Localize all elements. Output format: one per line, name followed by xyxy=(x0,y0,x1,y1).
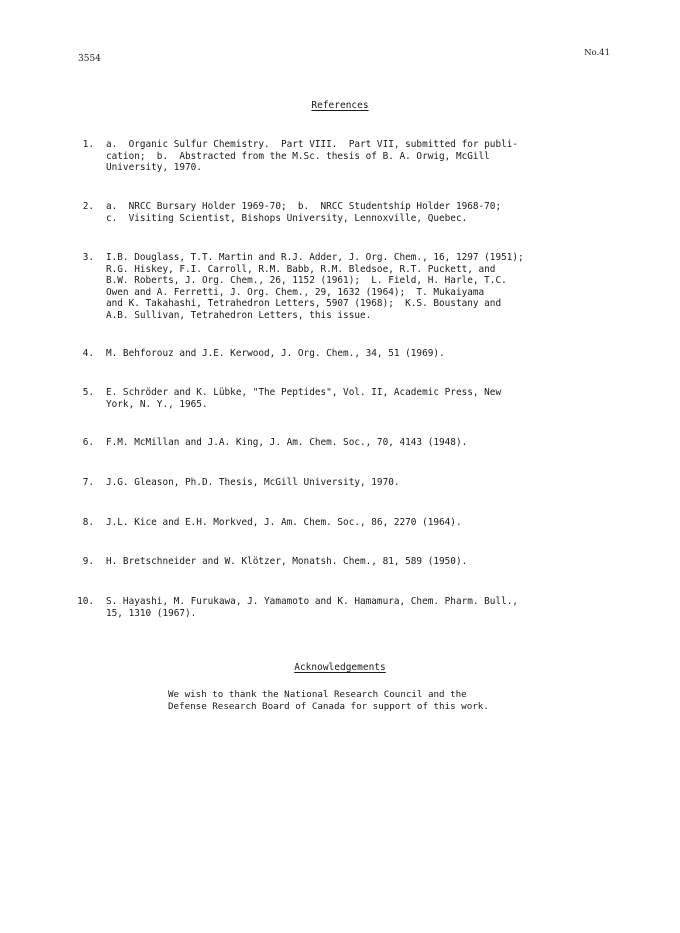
reference-text xyxy=(106,252,626,321)
reference-number: 10. xyxy=(77,596,94,607)
reference-line: I.B. Douglass, T.T. Martin and R.J. Adder, J. Org. Chem., 16, 1297 (1951); xyxy=(106,252,524,263)
reference-line: cation; b. Abstracted from the M.Sc. thesis of B. A. Orwig, McGill xyxy=(106,150,490,162)
reference-line: a. NRCC Bursary Holder 1969-70; b. NRCC Studentship Holder 1968-70; xyxy=(106,201,502,212)
acknowledgements-line: Defense Research Board of Canada for support of this work. xyxy=(168,701,489,712)
reference-text xyxy=(106,348,626,360)
reference-line: A.B. Sullivan, Tetrahedron Letters, this issue. xyxy=(106,309,372,321)
reference-text xyxy=(106,556,626,568)
reference-line: M. Behforouz and J.E. Kerwood, J. Org. Chem., 34, 51 (1969). xyxy=(106,348,445,359)
acknowledgements-heading xyxy=(0,662,680,673)
reference-number: 2. xyxy=(82,201,94,212)
reference-line: B.W. Roberts, J. Org. Chem., 26, 1152 (1961); L. Field, H. Harle, T.C. xyxy=(106,275,507,286)
reference-line: a. Organic Sulfur Chemistry. Part VIII. Part VII, submitted for publi- xyxy=(106,139,519,150)
reference-number: 1. xyxy=(82,139,94,150)
acknowledgements-line: We wish to thank the National Research Council and the xyxy=(168,689,467,700)
acknowledgements-text xyxy=(168,689,489,713)
reference-number: 7. xyxy=(82,477,94,488)
reference-text xyxy=(106,517,626,529)
reference-text xyxy=(106,201,626,224)
reference-number: 9. xyxy=(82,556,94,567)
reference-number: 6. xyxy=(82,437,94,448)
reference-line: R.G. Hiskey, F.I. Carroll, R.M. Babb, R.M. Bledsoe, R.T. Puckett, and xyxy=(106,263,496,275)
reference-line: J.L. Kice and E.H. Morkved, J. Am. Chem. Soc., 86, 2270 (1964). xyxy=(106,517,462,528)
reference-number: 3. xyxy=(82,252,94,263)
reference-line: 15, 1310 (1967). xyxy=(106,607,197,619)
reference-line: J.G. Gleason, Ph.D. Thesis, McGill University, 1970. xyxy=(106,477,400,488)
reference-text xyxy=(106,437,626,449)
reference-line: F.M. McMillan and J.A. King, J. Am. Chem. Soc., 70, 4143 (1948). xyxy=(106,437,468,448)
reference-text xyxy=(106,139,626,174)
reference-line: York, N. Y., 1965. xyxy=(106,398,208,410)
acknowledgements-heading-text: Acknowledgements xyxy=(294,662,386,673)
reference-line: Owen and A. Ferretti, J. Org. Chem., 29, 1632 (1964); T. Mukaiyama xyxy=(106,286,485,298)
reference-text xyxy=(106,387,626,410)
references-heading xyxy=(0,100,680,111)
journal-number: No.41 xyxy=(584,48,610,58)
reference-line: and K. Takahashi, Tetrahedron Letters, 5907 (1968); K.S. Boustany and xyxy=(106,298,502,309)
reference-line: c. Visiting Scientist, Bishops University, Lennoxville, Quebec. xyxy=(106,212,468,224)
page-number: 3554 xyxy=(78,54,101,64)
reference-number: 5. xyxy=(82,387,94,398)
reference-number: 8. xyxy=(82,517,94,528)
reference-line: S. Hayashi, M. Furukawa, J. Yamamoto and K. Hamamura, Chem. Pharm. Bull., xyxy=(106,596,519,607)
reference-number: 4. xyxy=(82,348,94,359)
reference-line: University, 1970. xyxy=(106,162,202,173)
reference-line: H. Bretschneider and W. Klötzer, Monatsh. Chem., 81, 589 (1950). xyxy=(106,556,468,567)
references-heading-text: References xyxy=(311,100,369,111)
reference-line: E. Schröder and K. Lübke, "The Peptides", Vol. II, Academic Press, New xyxy=(106,387,502,398)
reference-text xyxy=(106,477,626,489)
reference-text xyxy=(106,596,626,619)
